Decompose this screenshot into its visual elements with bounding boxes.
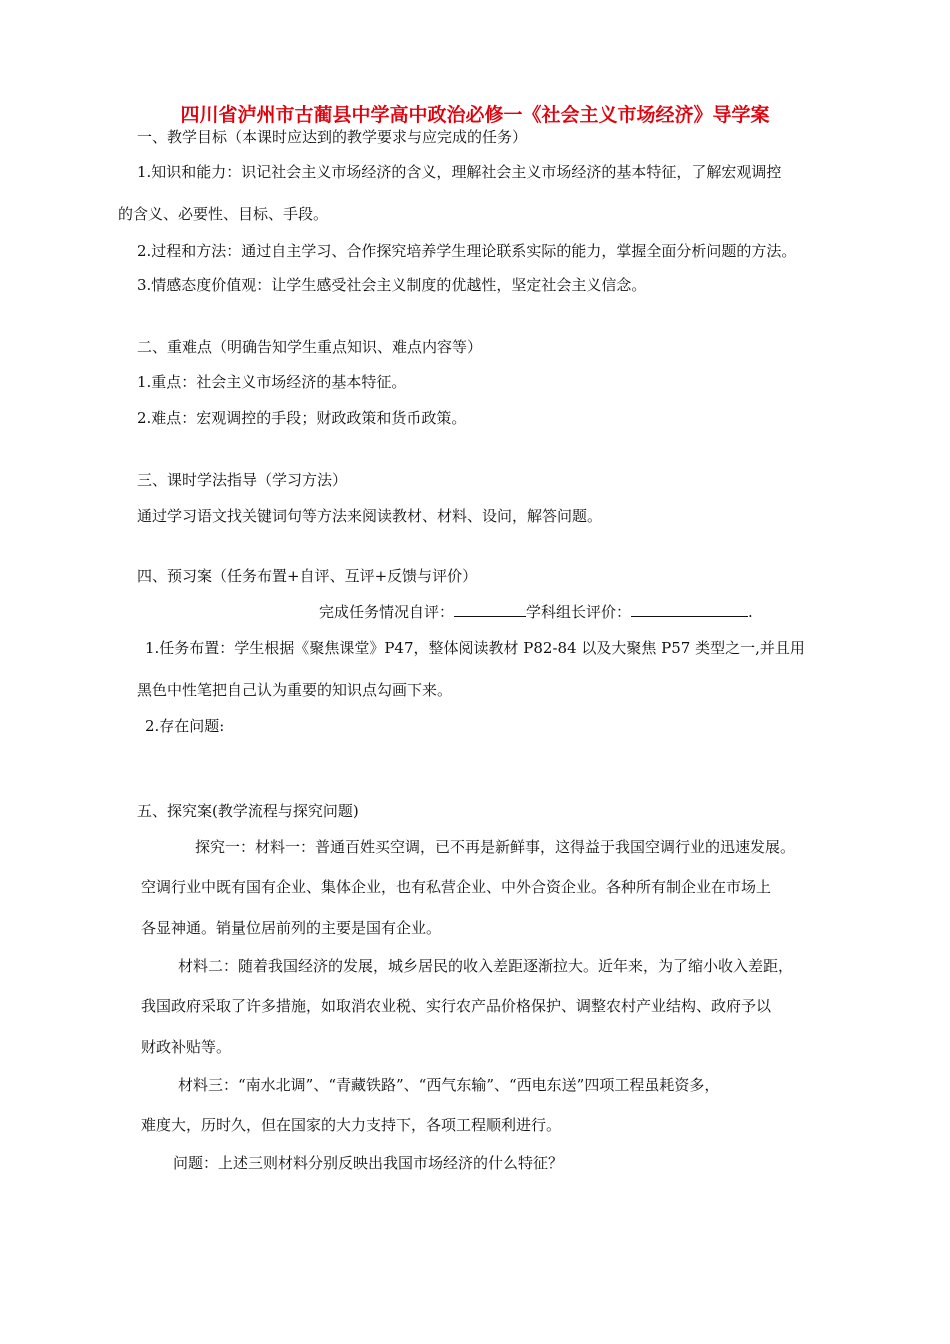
material-1-line-1: 探究一：材料一：普通百姓买空调，已不再是新鲜事，这得益于我国空调行业的迅速发展。 [195,838,796,856]
evaluation-line [319,602,753,622]
material-3-line-1: 材料三：“南水北调”、“青藏铁路”、“西气东输”、“西电东送”四项工程虽耗资多， [178,1076,720,1094]
leader-evaluation-label: 学科组长评价： [526,603,632,621]
section-3-heading: 三、课时学法指导（学习方法） [137,471,348,489]
material-1-line-3: 各显神通。销量位居前列的主要是国有企业。 [141,919,442,937]
self-evaluation-blank[interactable] [454,602,526,617]
task-assignment-line-2: 黑色中性笔把自己认为重要的知识点勾画下来。 [137,681,453,699]
task-assignment-line-1: 1.任务布置：学生根据《聚焦课堂》P47，整体阅读教材 P82-84 以及大聚焦 P57 类型之一,并且用 [145,639,805,657]
material-2-line-3: 财政补贴等。 [141,1038,232,1056]
objective-knowledge-line-2: 的含义、必要性、目标、手段。 [118,205,329,223]
objective-process: 2.过程和方法：通过自主学习、合作探究培养学生理论联系实际的能力，掌握全面分析问题的方法。 [137,242,797,260]
inquiry-question: 问题：上述三则材料分别反映出我国市场经济的什么特征？ [173,1154,564,1172]
section-5-heading: 五、探究案(教学流程与探究问题) [137,802,359,820]
section-4-heading: 四、预习案（任务布置+自评、互评+反馈与评价） [137,567,478,585]
leader-evaluation-blank[interactable] [631,602,748,617]
section-1-heading: 一、教学目标（本课时应达到的教学要求与应完成的任务） [137,128,528,146]
objective-knowledge-line-1: 1.知识和能力：识记社会主义市场经济的含义，理解社会主义市场经济的基本特征，了解宏观调控 [137,163,782,181]
objective-attitude: 3.情感态度价值观：让学生感受社会主义制度的优越性，坚定社会主义信念。 [137,276,647,294]
existing-problems: 2.存在问题: [145,717,225,735]
self-evaluation-label: 完成任务情况自评： [319,603,455,621]
key-point: 1.重点：社会主义市场经济的基本特征。 [137,373,407,391]
difficult-point: 2.难点：宏观调控的手段；财政政策和货币政策。 [137,409,467,427]
study-method-text: 通过学习语文找关键词句等方法来阅读教材、材料、设问，解答问题。 [137,507,603,525]
material-2-line-2: 我国政府采取了许多措施，如取消农业税、实行农产品价格保护、调整农村产业结构、政府予以 [141,997,772,1015]
section-2-heading: 二、重难点（明确告知学生重点知识、难点内容等） [137,338,483,356]
evaluation-end-mark: . [748,603,753,621]
material-1-line-2: 空调行业中既有国有企业、集体企业，也有私营企业、中外合资企业。各种所有制企业在市场上 [141,878,772,896]
material-2-line-1: 材料二：随着我国经济的发展，城乡居民的收入差距逐渐拉大。近年来，为了缩小收入差距， [178,957,794,975]
page-title: 四川省泸州市古蔺县中学高中政治必修一《社会主义市场经济》导学案 [180,104,770,126]
material-3-line-2: 难度大，历时久，但在国家的大力支持下，各项工程顺利进行。 [141,1116,562,1134]
